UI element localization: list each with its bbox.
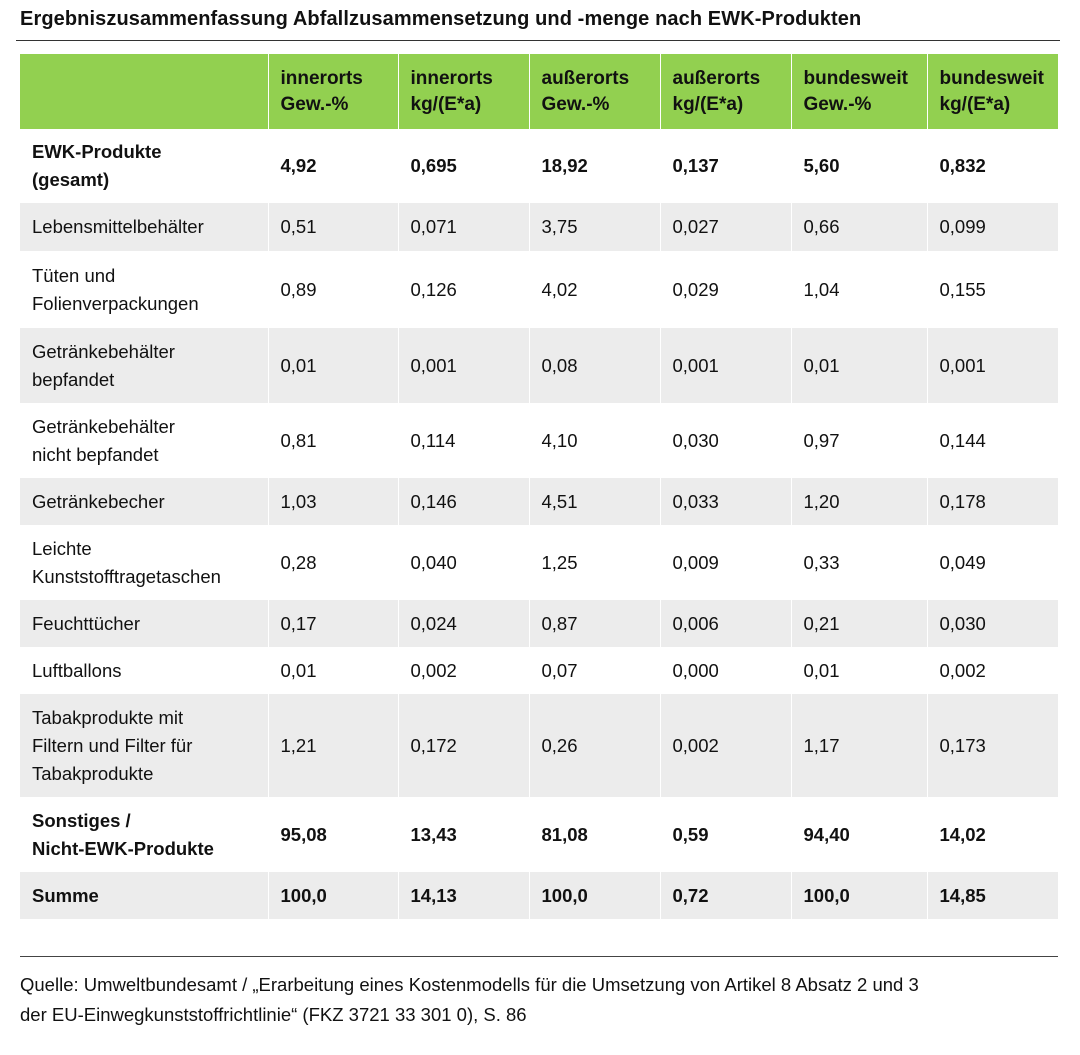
table-cell: 0,002 xyxy=(398,647,529,694)
row-label-line: Lebensmittelbehälter xyxy=(32,216,204,237)
results-table xyxy=(20,54,1058,919)
column-header-line1: außerorts xyxy=(672,67,761,89)
table-cell: 0,033 xyxy=(660,478,791,525)
table-cell: 0,099 xyxy=(927,203,1058,251)
column-header-line2: kg/(E*a) xyxy=(410,93,482,115)
table-cell: 0,002 xyxy=(927,647,1058,694)
table-cell: 1,04 xyxy=(791,251,927,328)
table-row xyxy=(20,797,1058,872)
table-cell: 4,51 xyxy=(529,478,660,525)
source-divider xyxy=(20,956,1058,957)
row-label xyxy=(20,478,268,525)
table-cell: 0,26 xyxy=(529,694,660,797)
row-label xyxy=(20,797,268,872)
table-cell: 0,126 xyxy=(398,251,529,328)
column-header-line2: Gew.-% xyxy=(280,93,349,115)
table-cell: 0,08 xyxy=(529,328,660,403)
row-label-line: nicht bepfandet xyxy=(32,443,159,465)
table-cell: 0,001 xyxy=(660,328,791,403)
table-cell: 0,006 xyxy=(660,600,791,647)
column-header-line2: Gew.-% xyxy=(541,93,610,115)
table-body xyxy=(20,129,1058,919)
row-label xyxy=(20,872,268,919)
source-note xyxy=(20,970,1060,1030)
table-cell: 4,02 xyxy=(529,251,660,328)
table-cell: 100,0 xyxy=(791,872,927,919)
table-cell: 1,20 xyxy=(791,478,927,525)
table-cell: 0,28 xyxy=(268,525,398,600)
table-header xyxy=(20,54,1058,129)
table-cell: 1,21 xyxy=(268,694,398,797)
row-label-line: Getränkebehälter xyxy=(32,415,175,437)
row-label xyxy=(20,647,268,694)
table-cell: 0,172 xyxy=(398,694,529,797)
table-cell: 0,146 xyxy=(398,478,529,525)
table-row xyxy=(20,328,1058,403)
row-label-line: Kunststofftragetaschen xyxy=(32,565,221,587)
column-header xyxy=(660,54,791,129)
table-cell: 0,832 xyxy=(927,129,1058,203)
table-cell: 14,85 xyxy=(927,872,1058,919)
page-title: Ergebniszusammenfassung Abfallzusammensetzung und -menge nach EWK-Produkten xyxy=(20,8,862,30)
table-cell: 0,029 xyxy=(660,251,791,328)
table-row xyxy=(20,129,1058,203)
table-cell: 0,59 xyxy=(660,797,791,872)
table-cell: 95,08 xyxy=(268,797,398,872)
table-cell: 18,92 xyxy=(529,129,660,203)
table-row xyxy=(20,694,1058,797)
table-cell: 0,002 xyxy=(660,694,791,797)
column-header-line1: außerorts xyxy=(541,67,630,89)
table-cell: 4,92 xyxy=(268,129,398,203)
table-cell: 0,17 xyxy=(268,600,398,647)
row-label-line: EWK-Produkte xyxy=(32,141,162,162)
table-cell: 0,114 xyxy=(398,403,529,478)
table-cell: 14,13 xyxy=(398,872,529,919)
row-label xyxy=(20,129,268,203)
table-cell: 0,009 xyxy=(660,525,791,600)
column-header-line1: bundesweit xyxy=(939,67,1045,89)
row-label xyxy=(20,525,268,600)
table-cell: 3,75 xyxy=(529,203,660,251)
table-cell: 0,030 xyxy=(660,403,791,478)
source-line-1: Quelle: Umweltbundesamt / „Erarbeitung eines Kostenmodells für die Umsetzung von Artikel 8 Absatz 2 und 3 xyxy=(20,974,919,995)
row-label-line: Folienverpackungen xyxy=(32,292,199,314)
table-cell: 0,72 xyxy=(660,872,791,919)
row-label-line: Filtern und Filter für xyxy=(32,734,193,756)
column-header xyxy=(791,54,927,129)
table-cell: 0,07 xyxy=(529,647,660,694)
table-cell: 0,66 xyxy=(791,203,927,251)
column-header xyxy=(398,54,529,129)
column-header-line2: Gew.-% xyxy=(803,93,872,115)
row-label xyxy=(20,328,268,403)
column-header xyxy=(529,54,660,129)
table-cell: 13,43 xyxy=(398,797,529,872)
column-header xyxy=(20,54,268,129)
table-cell: 0,51 xyxy=(268,203,398,251)
table-cell: 0,027 xyxy=(660,203,791,251)
table-cell: 1,03 xyxy=(268,478,398,525)
row-label-line: Getränkebecher xyxy=(32,490,165,512)
table-cell: 0,33 xyxy=(791,525,927,600)
column-header-line2: kg/(E*a) xyxy=(939,93,1011,115)
row-label xyxy=(20,694,268,797)
header-row xyxy=(20,54,1058,129)
table-cell: 0,030 xyxy=(927,600,1058,647)
row-label-line: Sonstiges / xyxy=(32,809,131,831)
column-header xyxy=(927,54,1058,129)
column-header-line1: innerorts xyxy=(280,67,363,89)
row-label-line: Feuchttücher xyxy=(32,612,140,634)
table-row xyxy=(20,647,1058,694)
table-cell: 0,89 xyxy=(268,251,398,328)
row-label-line: Nicht-EWK-Produkte xyxy=(32,837,214,859)
row-label xyxy=(20,251,268,328)
table-cell: 0,178 xyxy=(927,478,1058,525)
table-cell: 81,08 xyxy=(529,797,660,872)
table-cell: 0,01 xyxy=(268,328,398,403)
row-label-line: Tüten und xyxy=(32,264,116,286)
table-row xyxy=(20,872,1058,919)
title-divider xyxy=(16,40,1060,41)
table-cell: 0,81 xyxy=(268,403,398,478)
row-label-line: (gesamt) xyxy=(32,169,110,190)
row-label xyxy=(20,203,268,251)
row-label-line: Luftballons xyxy=(32,659,122,681)
table-cell: 4,10 xyxy=(529,403,660,478)
table-row xyxy=(20,203,1058,251)
row-label-line: Getränkebehälter xyxy=(32,340,175,362)
table-row xyxy=(20,478,1058,525)
table-cell: 0,001 xyxy=(927,328,1058,403)
table-cell: 0,049 xyxy=(927,525,1058,600)
table-cell: 14,02 xyxy=(927,797,1058,872)
table-cell: 0,87 xyxy=(529,600,660,647)
table-cell: 100,0 xyxy=(268,872,398,919)
column-header-line2: kg/(E*a) xyxy=(672,93,744,115)
table-cell: 0,137 xyxy=(660,129,791,203)
table-cell: 0,001 xyxy=(398,328,529,403)
table-cell: 1,17 xyxy=(791,694,927,797)
table-cell: 1,25 xyxy=(529,525,660,600)
table-cell: 0,040 xyxy=(398,525,529,600)
row-label-line: Leichte xyxy=(32,537,92,559)
row-label-line: Tabakprodukte mit xyxy=(32,706,184,728)
table-cell: 0,97 xyxy=(791,403,927,478)
table-cell: 0,695 xyxy=(398,129,529,203)
column-header-line1: innerorts xyxy=(410,67,493,89)
table-row xyxy=(20,251,1058,328)
table-cell: 5,60 xyxy=(791,129,927,203)
table-cell: 0,144 xyxy=(927,403,1058,478)
table-cell: 0,01 xyxy=(791,647,927,694)
table-row xyxy=(20,525,1058,600)
row-label-line: bepfandet xyxy=(32,368,115,390)
row-label xyxy=(20,600,268,647)
table-cell: 0,01 xyxy=(268,647,398,694)
table-row xyxy=(20,600,1058,647)
table-row xyxy=(20,403,1058,478)
table-cell: 0,173 xyxy=(927,694,1058,797)
table-cell: 0,21 xyxy=(791,600,927,647)
table-cell: 0,071 xyxy=(398,203,529,251)
table-cell: 100,0 xyxy=(529,872,660,919)
table-cell: 94,40 xyxy=(791,797,927,872)
row-label xyxy=(20,403,268,478)
column-header-line1: bundesweit xyxy=(803,67,909,89)
column-header xyxy=(268,54,398,129)
row-label-line: Summe xyxy=(32,884,99,906)
table-cell: 0,155 xyxy=(927,251,1058,328)
source-line-2: der EU-Einwegkunststoffrichtlinie“ (FKZ 3721 33 301 0), S. 86 xyxy=(20,1004,527,1025)
table-cell: 0,024 xyxy=(398,600,529,647)
table-cell: 0,000 xyxy=(660,647,791,694)
row-label-line: Tabakprodukte xyxy=(32,762,154,784)
table-cell: 0,01 xyxy=(791,328,927,403)
